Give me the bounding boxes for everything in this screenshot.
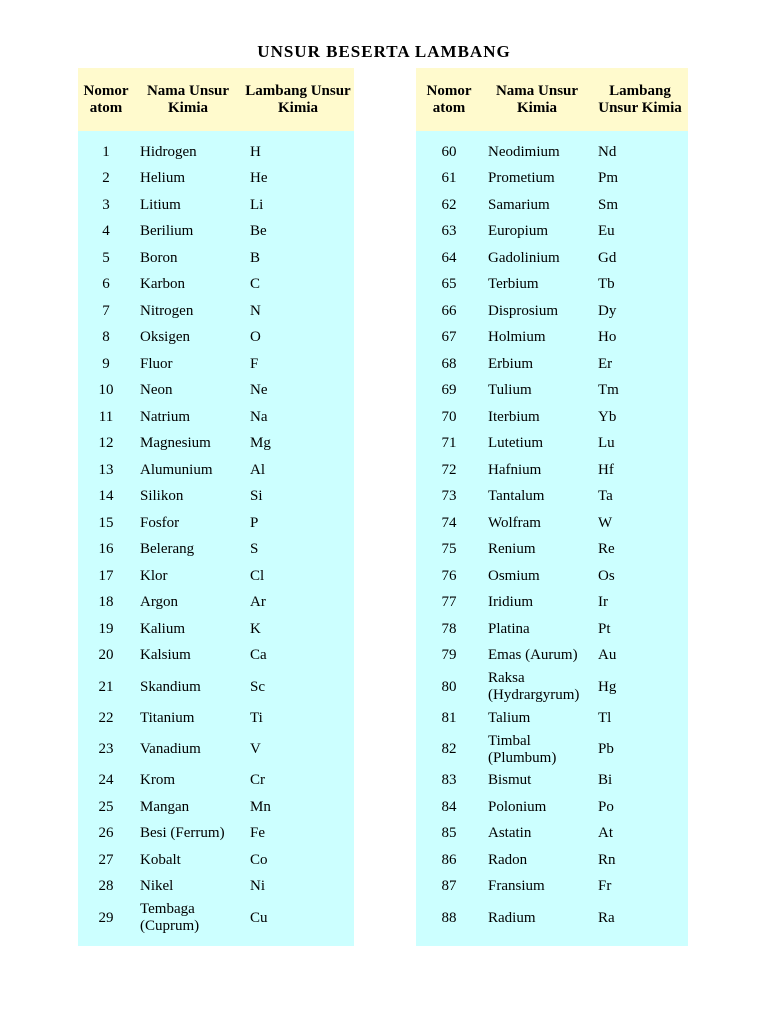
element-symbol-cell: Po [592, 794, 688, 821]
atomic-number-cell: 24 [78, 768, 134, 795]
atomic-number-cell: 13 [78, 457, 134, 484]
element-name-cell: Timbal (Plumbum) [482, 732, 592, 768]
element-symbol-cell: Pb [592, 732, 688, 768]
header-atomic-number: Nomor atom [416, 68, 482, 131]
atomic-number-cell: 66 [416, 298, 482, 325]
element-symbol-cell: V [242, 732, 354, 768]
element-symbol-cell: Ir [592, 590, 688, 617]
element-name-cell: Boron [134, 245, 242, 272]
atomic-number-cell: 60 [416, 139, 482, 166]
atomic-number-cell: 61 [416, 166, 482, 193]
element-symbol-cell: Fr [592, 874, 688, 901]
element-name-cell: Europium [482, 219, 592, 246]
element-symbol-cell: Tb [592, 272, 688, 299]
table-body-left [78, 131, 354, 946]
table-row [78, 219, 354, 246]
element-name-cell: Magnesium [134, 431, 242, 458]
element-name-cell: Belerang [134, 537, 242, 564]
element-name-cell: Terbium [482, 272, 592, 299]
atomic-number-cell: 1 [78, 139, 134, 166]
atomic-number-cell: 18 [78, 590, 134, 617]
table-body-right [416, 131, 688, 946]
table-row [416, 669, 688, 705]
element-name-cell: Titanium [134, 705, 242, 732]
table-row [78, 847, 354, 874]
element-name-cell: Iridium [482, 590, 592, 617]
header-atomic-number: Nomor atom [78, 68, 134, 131]
table-row [78, 821, 354, 848]
element-name-cell: Skandium [134, 669, 242, 705]
element-name-cell: Karbon [134, 272, 242, 299]
element-name-cell: Hidrogen [134, 139, 242, 166]
table-row [416, 794, 688, 821]
element-symbol-cell: Cl [242, 563, 354, 590]
atomic-number-cell: 10 [78, 378, 134, 405]
atomic-number-cell: 20 [78, 643, 134, 670]
atomic-number-cell: 86 [416, 847, 482, 874]
table-row [78, 484, 354, 511]
atomic-number-cell: 12 [78, 431, 134, 458]
atomic-number-cell: 80 [416, 669, 482, 705]
element-name-cell: Disprosium [482, 298, 592, 325]
element-name-cell: Nitrogen [134, 298, 242, 325]
element-symbol-cell: Ni [242, 874, 354, 901]
element-name-cell: Oksigen [134, 325, 242, 352]
element-symbol-cell: Rn [592, 847, 688, 874]
element-name-cell: Mangan [134, 794, 242, 821]
element-name-cell: Fransium [482, 874, 592, 901]
atomic-number-cell: 67 [416, 325, 482, 352]
table-row [78, 563, 354, 590]
table-row [78, 643, 354, 670]
atomic-number-cell: 21 [78, 669, 134, 705]
element-name-cell: Talium [482, 705, 592, 732]
element-name-cell: Alumunium [134, 457, 242, 484]
table-row [416, 325, 688, 352]
element-name-cell: Klor [134, 563, 242, 590]
table-row [78, 378, 354, 405]
table-row [416, 847, 688, 874]
element-name-cell: Tantalum [482, 484, 592, 511]
element-symbol-cell: Ti [242, 705, 354, 732]
element-symbol-cell: Ta [592, 484, 688, 511]
element-name-cell: Gadolinium [482, 245, 592, 272]
atomic-number-cell: 19 [78, 616, 134, 643]
table-row [416, 510, 688, 537]
table-row [416, 457, 688, 484]
element-name-cell: Nikel [134, 874, 242, 901]
table-row [416, 643, 688, 670]
element-name-cell: Kobalt [134, 847, 242, 874]
atomic-number-cell: 88 [416, 900, 482, 936]
element-symbol-cell: Si [242, 484, 354, 511]
element-symbol-cell: F [242, 351, 354, 378]
element-name-cell: Iterbium [482, 404, 592, 431]
atomic-number-cell: 22 [78, 705, 134, 732]
table-row [78, 404, 354, 431]
atomic-number-cell: 73 [416, 484, 482, 511]
element-symbol-cell: Cr [242, 768, 354, 795]
element-name-cell: Lutetium [482, 431, 592, 458]
element-name-cell: Argon [134, 590, 242, 617]
atomic-number-cell: 85 [416, 821, 482, 848]
element-name-cell: Tembaga (Cuprum) [134, 900, 242, 936]
atomic-number-cell: 2 [78, 166, 134, 193]
atomic-number-cell: 27 [78, 847, 134, 874]
element-symbol-cell: Li [242, 192, 354, 219]
table-spacer-row [78, 131, 354, 139]
atomic-number-cell: 71 [416, 431, 482, 458]
table-row [416, 616, 688, 643]
element-symbol-cell: Sc [242, 669, 354, 705]
atomic-number-cell: 76 [416, 563, 482, 590]
element-symbol-cell: Hg [592, 669, 688, 705]
element-table-right [416, 68, 688, 946]
atomic-number-cell: 14 [78, 484, 134, 511]
element-symbol-cell: Ne [242, 378, 354, 405]
table-spacer-row [78, 936, 354, 946]
element-name-cell: Hafnium [482, 457, 592, 484]
atomic-number-cell: 79 [416, 643, 482, 670]
element-symbol-cell: Sm [592, 192, 688, 219]
element-symbol-cell: Pm [592, 166, 688, 193]
table-row [416, 590, 688, 617]
element-name-cell: Besi (Ferrum) [134, 821, 242, 848]
table-row [78, 705, 354, 732]
element-symbol-cell: S [242, 537, 354, 564]
element-symbol-cell: Ra [592, 900, 688, 936]
element-name-cell: Raksa (Hydrargyrum) [482, 669, 592, 705]
atomic-number-cell: 74 [416, 510, 482, 537]
atomic-number-cell: 28 [78, 874, 134, 901]
table-spacer-row [416, 936, 688, 946]
table-row [78, 616, 354, 643]
table-row [78, 139, 354, 166]
atomic-number-cell: 26 [78, 821, 134, 848]
table-row [416, 298, 688, 325]
element-symbol-cell: Bi [592, 768, 688, 795]
element-symbol-cell: Ar [242, 590, 354, 617]
element-symbol-cell: P [242, 510, 354, 537]
atomic-number-cell: 82 [416, 732, 482, 768]
table-header-row [416, 68, 688, 131]
table-row [416, 874, 688, 901]
element-symbol-cell: Na [242, 404, 354, 431]
atomic-number-cell: 77 [416, 590, 482, 617]
element-name-cell: Samarium [482, 192, 592, 219]
table-row [78, 510, 354, 537]
element-name-cell: Neon [134, 378, 242, 405]
atomic-number-cell: 6 [78, 272, 134, 299]
element-symbol-cell: Eu [592, 219, 688, 246]
atomic-number-cell: 69 [416, 378, 482, 405]
element-symbol-cell: Cu [242, 900, 354, 936]
table-row [78, 732, 354, 768]
element-symbol-cell: K [242, 616, 354, 643]
element-symbol-cell: Mg [242, 431, 354, 458]
table-row [78, 272, 354, 299]
table-row [416, 219, 688, 246]
table-row [78, 768, 354, 795]
element-name-cell: Krom [134, 768, 242, 795]
table-row [78, 325, 354, 352]
element-name-cell: Holmium [482, 325, 592, 352]
atomic-number-cell: 25 [78, 794, 134, 821]
element-symbol-cell: Pt [592, 616, 688, 643]
element-name-cell: Astatin [482, 821, 592, 848]
table-row [78, 457, 354, 484]
element-name-cell: Fluor [134, 351, 242, 378]
atomic-number-cell: 78 [416, 616, 482, 643]
element-symbol-cell: Fe [242, 821, 354, 848]
element-name-cell: Tulium [482, 378, 592, 405]
element-name-cell: Wolfram [482, 510, 592, 537]
atomic-number-cell: 23 [78, 732, 134, 768]
table-row [78, 351, 354, 378]
element-table-left [78, 68, 354, 946]
element-name-cell: Osmium [482, 563, 592, 590]
element-symbol-cell: At [592, 821, 688, 848]
atomic-number-cell: 16 [78, 537, 134, 564]
table-row [78, 431, 354, 458]
table-row [78, 794, 354, 821]
table-row [416, 563, 688, 590]
element-name-cell: Silikon [134, 484, 242, 511]
table-row [416, 705, 688, 732]
element-symbol-cell: Co [242, 847, 354, 874]
element-symbol-cell: Os [592, 563, 688, 590]
atomic-number-cell: 17 [78, 563, 134, 590]
element-symbol-cell: N [242, 298, 354, 325]
element-name-cell: Platina [482, 616, 592, 643]
element-symbol-cell: Er [592, 351, 688, 378]
element-symbol-cell: B [242, 245, 354, 272]
element-symbol-cell: Nd [592, 139, 688, 166]
element-symbol-cell: Mn [242, 794, 354, 821]
atomic-number-cell: 75 [416, 537, 482, 564]
element-name-cell: Prometium [482, 166, 592, 193]
table-row [416, 484, 688, 511]
element-name-cell: Fosfor [134, 510, 242, 537]
element-symbol-cell: Be [242, 219, 354, 246]
atomic-number-cell: 72 [416, 457, 482, 484]
table-row [416, 192, 688, 219]
table-row [78, 669, 354, 705]
atomic-number-cell: 68 [416, 351, 482, 378]
table-row [416, 431, 688, 458]
table-row [416, 768, 688, 795]
element-symbol-cell: Ca [242, 643, 354, 670]
table-row [78, 298, 354, 325]
element-name-cell: Vanadium [134, 732, 242, 768]
table-row [78, 900, 354, 936]
element-name-cell: Litium [134, 192, 242, 219]
table-row [416, 537, 688, 564]
table-row [416, 351, 688, 378]
element-name-cell: Polonium [482, 794, 592, 821]
table-row [78, 166, 354, 193]
element-name-cell: Radon [482, 847, 592, 874]
element-symbol-cell: Yb [592, 404, 688, 431]
atomic-number-cell: 11 [78, 404, 134, 431]
element-name-cell: Renium [482, 537, 592, 564]
header-element-name: Nama Unsur Kimia [482, 68, 592, 131]
atomic-number-cell: 29 [78, 900, 134, 936]
page-title: UNSUR BESERTA LAMBANG [257, 42, 511, 61]
element-symbol-cell: Gd [592, 245, 688, 272]
element-symbol-cell: W [592, 510, 688, 537]
atomic-number-cell: 5 [78, 245, 134, 272]
element-name-cell: Emas (Aurum) [482, 643, 592, 670]
atomic-number-cell: 7 [78, 298, 134, 325]
table-header-row [78, 68, 354, 131]
atomic-number-cell: 84 [416, 794, 482, 821]
table-row [78, 537, 354, 564]
header-element-name: Nama Unsur Kimia [134, 68, 242, 131]
element-symbol-cell: Au [592, 643, 688, 670]
element-symbol-cell: Tl [592, 705, 688, 732]
atomic-number-cell: 64 [416, 245, 482, 272]
table-row [416, 272, 688, 299]
table-row [416, 821, 688, 848]
table-row [416, 900, 688, 936]
atomic-number-cell: 63 [416, 219, 482, 246]
header-element-symbol: Lambang Unsur Kimia [592, 68, 688, 131]
table-row [416, 245, 688, 272]
atomic-number-cell: 3 [78, 192, 134, 219]
element-symbol-cell: Hf [592, 457, 688, 484]
atomic-number-cell: 81 [416, 705, 482, 732]
table-row [416, 404, 688, 431]
atomic-number-cell: 62 [416, 192, 482, 219]
atomic-number-cell: 83 [416, 768, 482, 795]
element-symbol-cell: H [242, 139, 354, 166]
header-element-symbol: Lambang Unsur Kimia [242, 68, 354, 131]
atomic-number-cell: 4 [78, 219, 134, 246]
table-row [78, 874, 354, 901]
atomic-number-cell: 65 [416, 272, 482, 299]
element-name-cell: Kalsium [134, 643, 242, 670]
element-symbol-cell: Tm [592, 378, 688, 405]
table-row [416, 732, 688, 768]
element-name-cell: Radium [482, 900, 592, 936]
atomic-number-cell: 9 [78, 351, 134, 378]
table-row [78, 590, 354, 617]
table-row [416, 139, 688, 166]
atomic-number-cell: 15 [78, 510, 134, 537]
element-name-cell: Neodimium [482, 139, 592, 166]
element-name-cell: Helium [134, 166, 242, 193]
table-row [416, 378, 688, 405]
atomic-number-cell: 70 [416, 404, 482, 431]
element-symbol-cell: He [242, 166, 354, 193]
table-row [78, 192, 354, 219]
table-spacer-row [416, 131, 688, 139]
element-name-cell: Natrium [134, 404, 242, 431]
table-row [416, 166, 688, 193]
element-name-cell: Bismut [482, 768, 592, 795]
element-symbol-cell: Al [242, 457, 354, 484]
atomic-number-cell: 8 [78, 325, 134, 352]
element-symbol-cell: Ho [592, 325, 688, 352]
table-row [78, 245, 354, 272]
element-symbol-cell: O [242, 325, 354, 352]
element-symbol-cell: Dy [592, 298, 688, 325]
element-symbol-cell: C [242, 272, 354, 299]
element-name-cell: Kalium [134, 616, 242, 643]
element-symbol-cell: Re [592, 537, 688, 564]
element-name-cell: Erbium [482, 351, 592, 378]
element-name-cell: Berilium [134, 219, 242, 246]
atomic-number-cell: 87 [416, 874, 482, 901]
element-symbol-cell: Lu [592, 431, 688, 458]
